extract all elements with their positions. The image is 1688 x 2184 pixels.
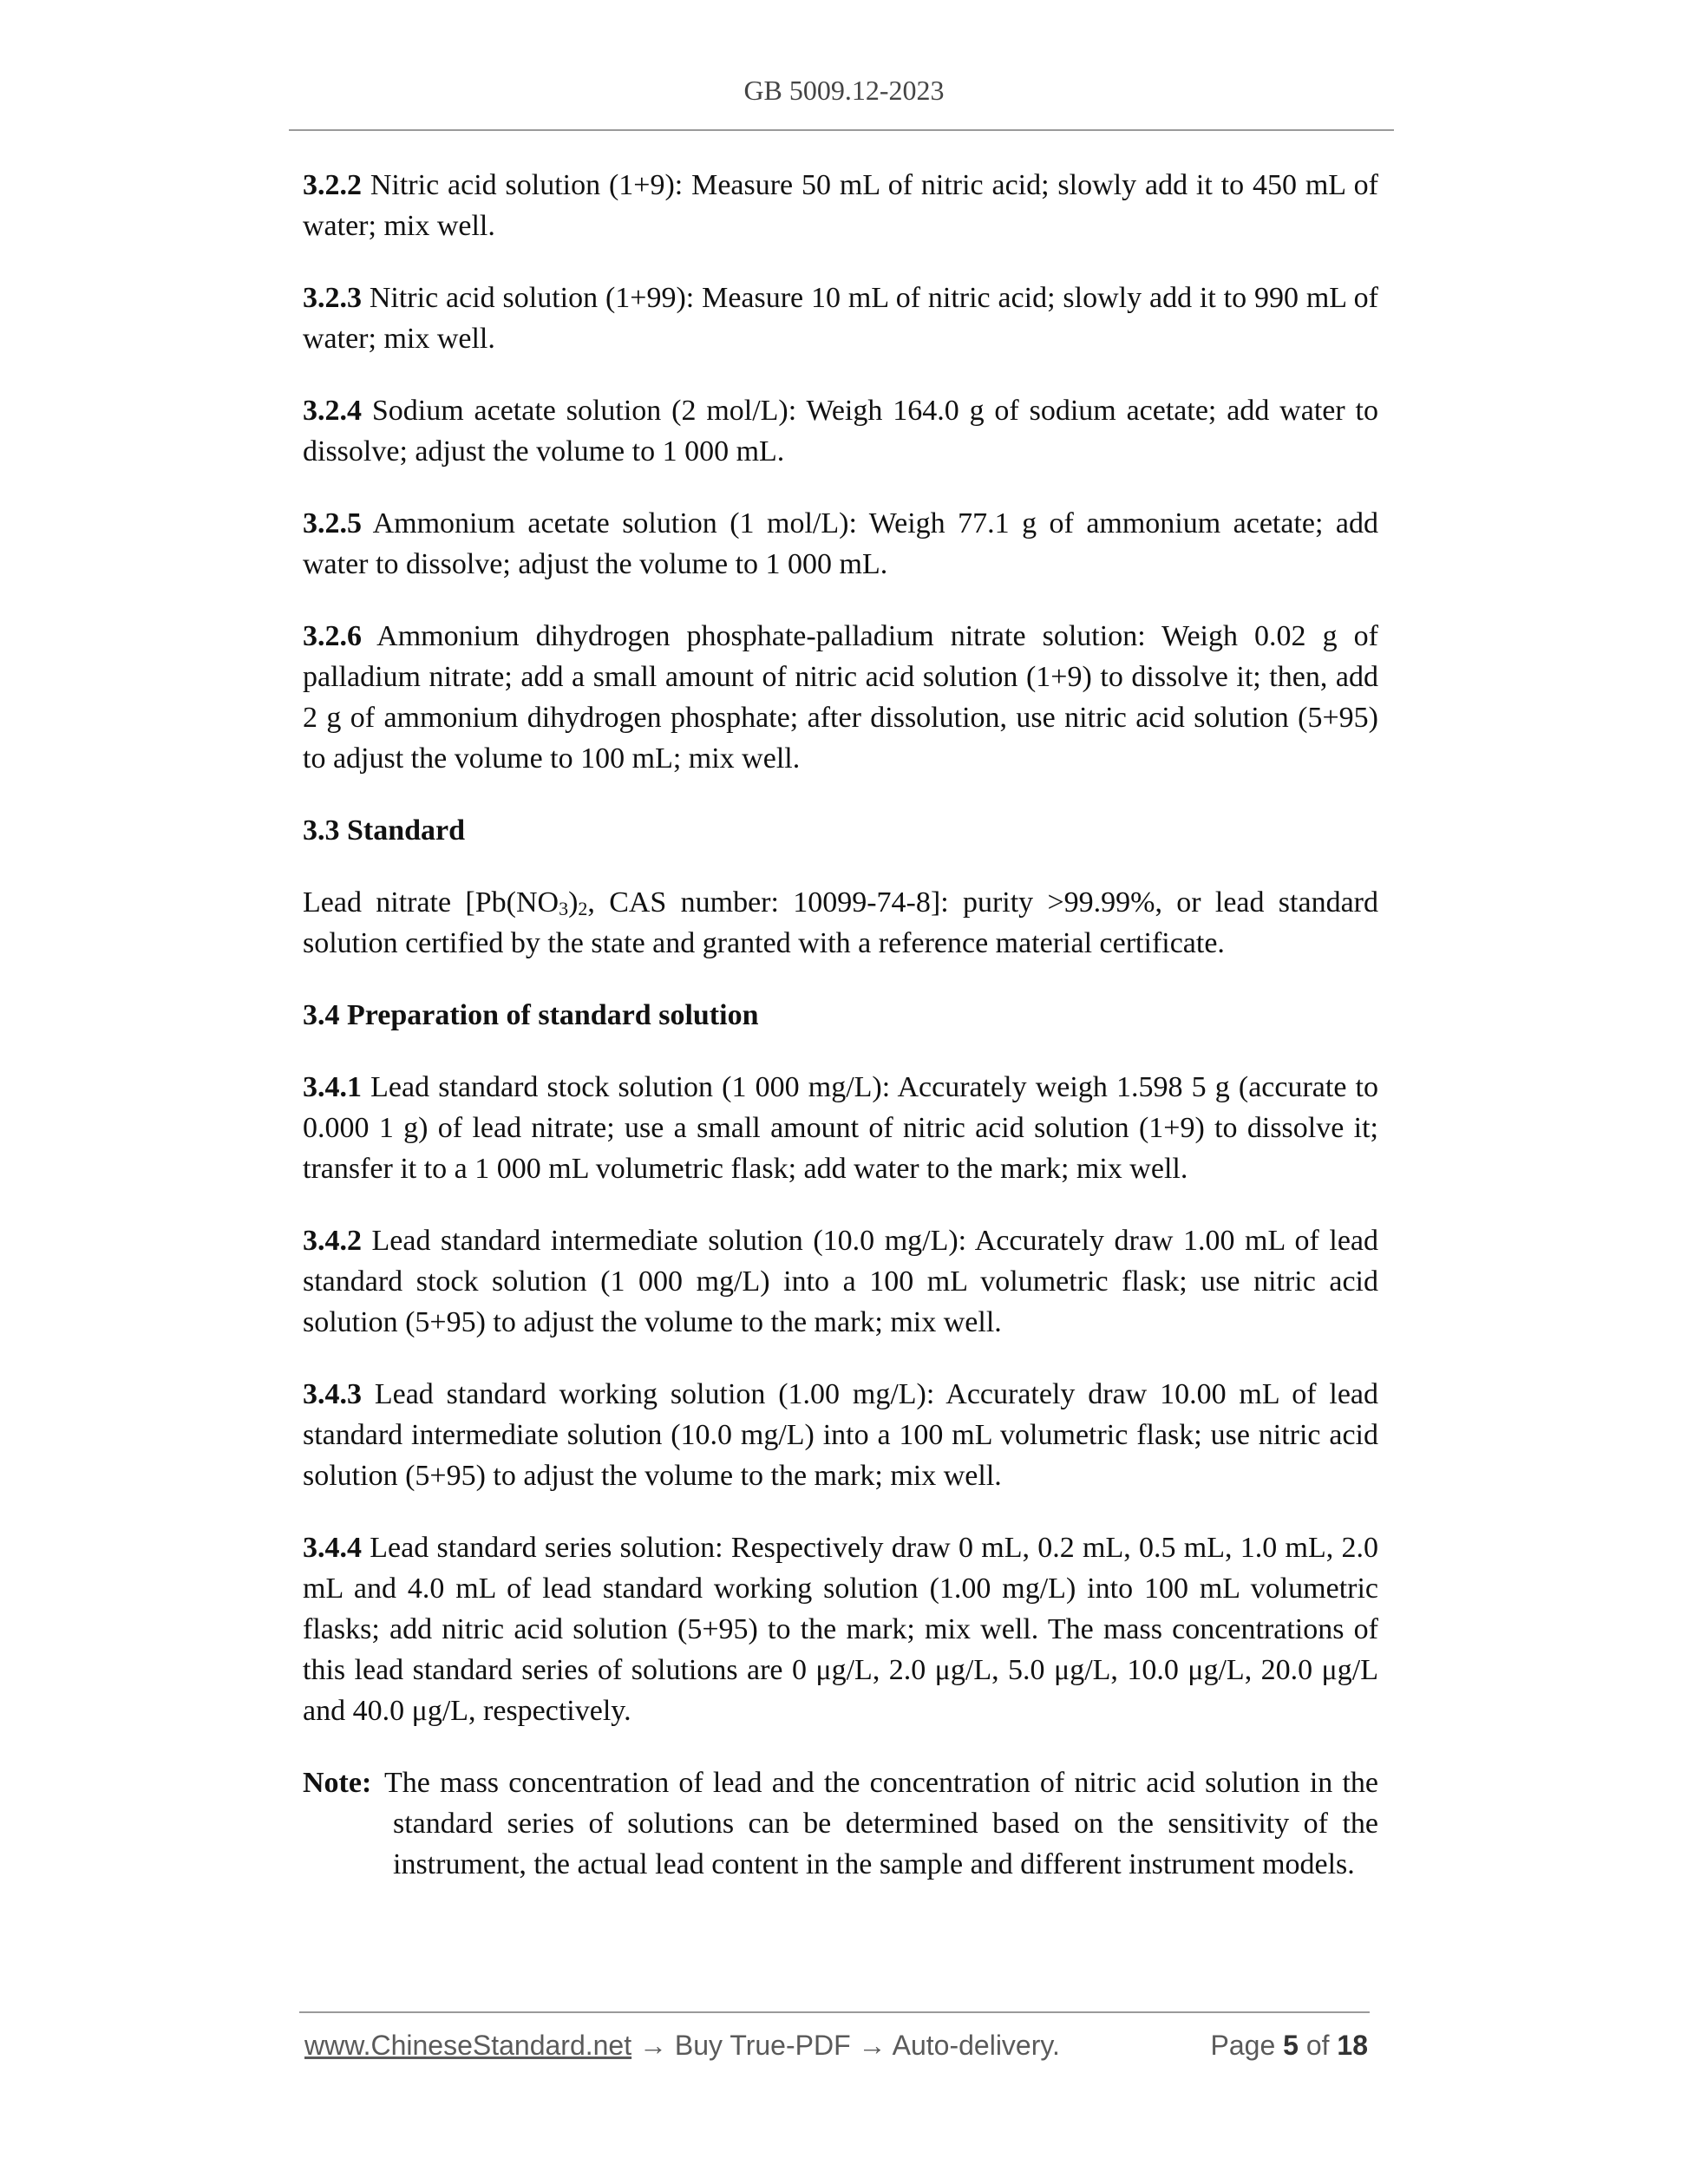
document-body [303, 165, 1378, 1885]
clause-number: 3.4.1 [303, 1071, 362, 1103]
clause-text: Ammonium dihydrogen phosphate-palladium nitrate solution: Weigh 0.02 g of palladium nitrate; add a small amount of nitric acid solution (1+9) to dissolve it; then, add 2 g of ammonium dihydrogen phosphate; after dissolution, use nitric acid solution (5+95) to adjust the volume to 100 mL; mix well. [303, 620, 1378, 775]
clause-3-2-3 [303, 278, 1378, 359]
page-footer [304, 2030, 1368, 2073]
footer-promo-text: → Buy True-PDF → Auto-delivery. [631, 2030, 1060, 2061]
subscript: 3 [559, 898, 569, 919]
standard-text-part: ) [568, 886, 579, 919]
clause-text: Nitric acid solution (1+99): Measure 10 mL of nitric acid; slowly add it to 990 mL of water; mix well. [303, 282, 1378, 355]
clause-number: 3.4.2 [303, 1225, 362, 1257]
page-word: Page [1210, 2030, 1284, 2061]
clause-3-2-2 [303, 165, 1378, 246]
clause-number: 3.2.5 [303, 507, 362, 539]
footer-divider [299, 2011, 1370, 2013]
section-heading-standard: 3.3 Standard [303, 814, 466, 847]
total-pages-number: 18 [1337, 2030, 1368, 2061]
header-divider [289, 129, 1394, 131]
of-word: of [1298, 2030, 1338, 2061]
clause-number: 3.2.4 [303, 395, 362, 427]
subscript: 2 [578, 898, 588, 919]
footer-promo [304, 2030, 1060, 2062]
clause-text: Lead standard series solution: Respectively draw 0 mL, 0.2 mL, 0.5 mL, 1.0 mL, 2.0 mL and 4.0 mL of lead standard working solution (1.00 mg/L) into 100 mL volumetric flasks; add nitric acid solution (5+95) to the mark; mix well. The mass concentrations of this lead standard series of solutions are 0 μg/L, 2.0 μg/L, 5.0 μg/L, 10.0 μg/L, 20.0 μg/L and 40.0 μg/L, respectively. [303, 1532, 1378, 1727]
section-heading-preparation: 3.4 Preparation of standard solution [303, 999, 759, 1031]
clause-number: 3.4.4 [303, 1532, 362, 1564]
clause-text: Lead standard working solution (1.00 mg/L): Accurately draw 10.00 mL of lead standard intermediate solution (10.0 mg/L) into a 100 mL volumetric flask; use nitric acid solution (5+95) to adjust the volume to the mark; mix well. [303, 1378, 1378, 1492]
page-indicator [1211, 2030, 1368, 2062]
clause-number: 3.2.2 [303, 169, 362, 201]
clause-3-4-3 [303, 1374, 1378, 1496]
note-label: Note: [303, 1767, 372, 1799]
clause-text: Nitric acid solution (1+9): Measure 50 mL of nitric acid; slowly add it to 450 mL of water; mix well. [303, 169, 1378, 242]
note-text: The mass concentration of lead and the concentration of nitric acid solution in the standard series of solutions can be determined based on the sensitivity of the instrument, the actual lead content in the sample and different instrument models. [384, 1767, 1378, 1880]
clause-3-2-5 [303, 503, 1378, 585]
clause-number: 3.4.3 [303, 1378, 362, 1410]
clause-text: Lead standard stock solution (1 000 mg/L): Accurately weigh 1.598 5 g (accurate to 0.000 1 g) of lead nitrate; use a small amount of nitric acid solution (1+9) to dissolve it; transfer it to a 1 000 mL volumetric flask; add water to the mark; mix well. [303, 1071, 1378, 1185]
clause-number: 3.2.3 [303, 282, 362, 314]
clause-3-4-1 [303, 1067, 1378, 1189]
standard-description [303, 882, 1378, 964]
website-link[interactable]: www.ChineseStandard.net [304, 2030, 632, 2061]
standard-text-part: Lead nitrate [Pb(NO [303, 886, 559, 919]
clause-3-2-4 [303, 390, 1378, 472]
document-code-header: GB 5009.12-2023 [743, 75, 945, 106]
clause-3-4-4 [303, 1527, 1378, 1731]
standard-text-part: , CAS number: 10099-74-8]: purity >99.99%, or lead standard solution certified by the state and granted with a reference material certificate. [303, 886, 1378, 959]
current-page-number: 5 [1283, 2030, 1299, 2061]
clause-text: Sodium acetate solution (2 mol/L): Weigh 164.0 g of sodium acetate; add water to dissolve; adjust the volume to 1 000 mL. [303, 395, 1378, 468]
note-block [303, 1762, 1378, 1885]
clause-number: 3.2.6 [303, 620, 362, 652]
clause-3-4-2 [303, 1220, 1378, 1343]
clause-3-2-6 [303, 616, 1378, 779]
clause-text: Lead standard intermediate solution (10.0 mg/L): Accurately draw 1.00 mL of lead standard stock solution (1 000 mg/L) into a 100 mL volumetric flask; use nitric acid solution (5+95) to adjust the volume to the mark; mix well. [303, 1225, 1378, 1338]
clause-text: Ammonium acetate solution (1 mol/L): Weigh 77.1 g of ammonium acetate; add water to dissolve; adjust the volume to 1 000 mL. [303, 507, 1378, 580]
